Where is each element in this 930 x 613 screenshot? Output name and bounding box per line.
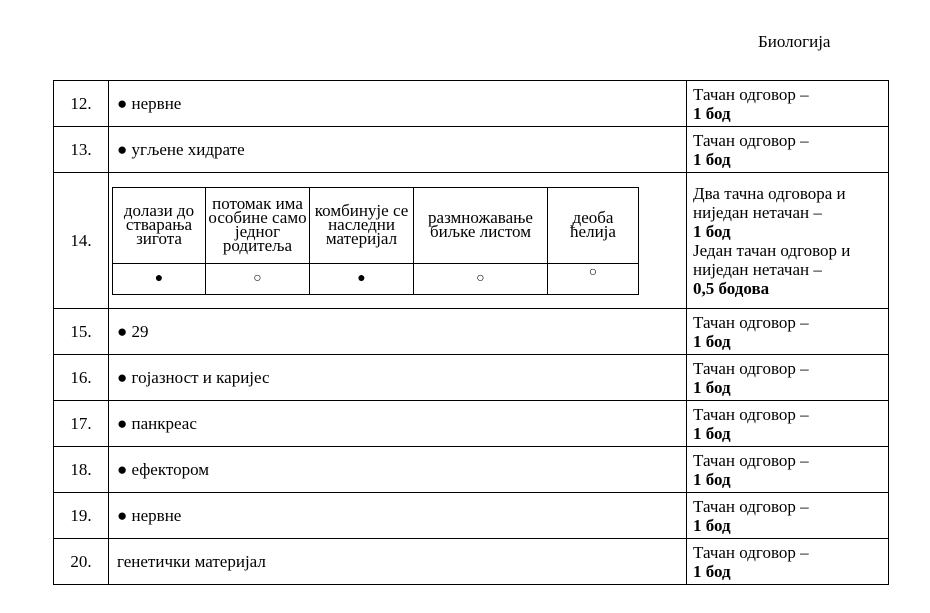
answer-key-table	[53, 80, 889, 585]
question-number: 14.	[54, 173, 109, 309]
mark-cell: ●	[310, 263, 414, 294]
score-cell	[687, 173, 889, 309]
score-cell	[687, 493, 889, 539]
score-points: 1 бод	[693, 149, 731, 169]
answer-cell: ● 29	[109, 309, 687, 355]
score-text: Тачан одговор –	[693, 130, 809, 150]
question-number: 15.	[54, 309, 109, 355]
table-row	[54, 309, 889, 355]
score-points: 1 бод	[693, 561, 731, 581]
score-text: Тачан одговор –	[693, 312, 809, 332]
score-points: 1 бод	[693, 515, 731, 535]
table-row	[54, 447, 889, 493]
score-cell	[687, 355, 889, 401]
mark-cell: ○	[206, 263, 310, 294]
score-text: Тачан одговор –	[693, 450, 809, 470]
sub-header: потомак има особине само једног родитеља	[206, 187, 310, 263]
table-row	[54, 81, 889, 127]
score-cell	[687, 127, 889, 173]
subject-header: Биологија	[758, 32, 831, 51]
score-points: 1 бод	[693, 103, 731, 123]
score-text: Тачан одговор –	[693, 542, 809, 562]
score-points: 1 бод	[693, 423, 731, 443]
answer-cell: ● угљене хидрате	[109, 127, 687, 173]
score-cell	[687, 447, 889, 493]
sub-header: деоба ћелија	[548, 187, 639, 263]
sub-header: размножавање биљке листом	[414, 187, 548, 263]
score-text: Тачан одговор –	[693, 496, 809, 516]
mark-cell: ●	[113, 263, 206, 294]
table-row	[54, 355, 889, 401]
score-points: 0,5 бодова	[693, 278, 770, 298]
sub-table	[112, 187, 639, 295]
question-number: 17.	[54, 401, 109, 447]
score-points: 1 бод	[693, 377, 731, 397]
table-row	[54, 401, 889, 447]
score-text: Тачан одговор –	[693, 358, 809, 378]
table-row	[54, 539, 889, 585]
answer-cell: ● гојазност и каријес	[109, 355, 687, 401]
score-cell	[687, 309, 889, 355]
score-text: ниједан нетачан –	[693, 202, 822, 222]
sub-header: комбинује се наследни материјал	[310, 187, 414, 263]
score-cell	[687, 539, 889, 585]
score-cell	[687, 81, 889, 127]
mark-cell: ○	[548, 263, 639, 294]
answer-cell: ● ефектором	[109, 447, 687, 493]
score-text: Тачан одговор –	[693, 404, 809, 424]
question-number: 18.	[54, 447, 109, 493]
table-row	[54, 493, 889, 539]
score-text: Тачан одговор –	[693, 84, 809, 104]
sub-header: долази до стварања зигота	[113, 187, 206, 263]
answer-cell: ● нервне	[109, 493, 687, 539]
answer-cell: ● нервне	[109, 81, 687, 127]
question-number: 20.	[54, 539, 109, 585]
question-number: 13.	[54, 127, 109, 173]
table-row	[54, 127, 889, 173]
answer-cell: генетички материјал	[109, 539, 687, 585]
score-text: Један тачан одговор и	[693, 240, 851, 260]
answer-cell	[109, 173, 687, 309]
score-text: ниједан нетачан –	[693, 259, 822, 279]
score-cell	[687, 401, 889, 447]
answer-cell: ● панкреас	[109, 401, 687, 447]
question-number: 12.	[54, 81, 109, 127]
question-number: 16.	[54, 355, 109, 401]
mark-cell: ○	[414, 263, 548, 294]
score-text: Два тачна одговора и	[693, 183, 846, 203]
score-points: 1 бод	[693, 469, 731, 489]
score-points: 1 бод	[693, 221, 731, 241]
question-number: 19.	[54, 493, 109, 539]
score-points: 1 бод	[693, 331, 731, 351]
table-row	[54, 173, 889, 309]
